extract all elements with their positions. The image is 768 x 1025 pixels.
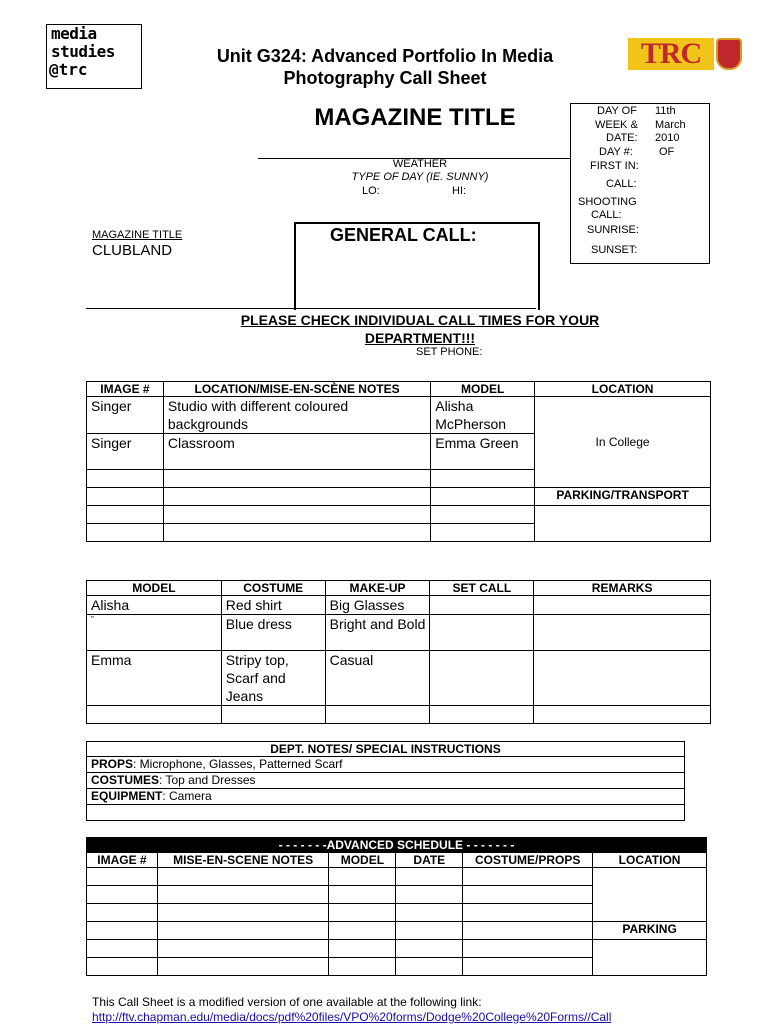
equipment-label: EQUIPMENT bbox=[91, 789, 163, 803]
parking-header: PARKING bbox=[593, 922, 707, 940]
model-cell: Alisha bbox=[87, 596, 222, 615]
header-notes: LOCATION/MISE-EN-SCÈNE NOTES bbox=[163, 382, 430, 397]
costumes-value: : Top and Dresses bbox=[159, 773, 256, 787]
remarks-cell bbox=[534, 651, 711, 706]
props-value: : Microphone, Glasses, Patterned Scarf bbox=[133, 757, 343, 771]
day-info-box bbox=[570, 103, 710, 264]
model-cell bbox=[87, 706, 222, 724]
type-of-day-label: TYPE OF DAY (IE. SUNNY) bbox=[351, 171, 489, 183]
header-location: LOCATION bbox=[535, 382, 711, 397]
schedule-title: - - - - - - -ADVANCED SCHEDULE - - - - - - - bbox=[87, 838, 707, 853]
costume-cell: Blue dress bbox=[221, 615, 325, 651]
sunrise-label: SUNRISE: bbox=[587, 224, 639, 236]
title-line-2: Photography Call Sheet bbox=[283, 68, 487, 88]
image-cell bbox=[87, 470, 164, 488]
location-value: In College bbox=[535, 397, 711, 488]
logo-text-media: media bbox=[51, 24, 97, 43]
magazine-title-label: MAGAZINE TITLE bbox=[92, 229, 183, 241]
notes-cell: Classroom bbox=[163, 434, 430, 470]
parking-transport-cell bbox=[535, 506, 711, 542]
title-line-1: Unit G324: Advanced Portfolio In Media bbox=[216, 46, 554, 66]
blank-row bbox=[87, 805, 685, 821]
general-call-label: GENERAL CALL: bbox=[330, 225, 477, 245]
image-location-table bbox=[86, 381, 711, 542]
week-label: WEEK & bbox=[595, 119, 638, 131]
image-cell: Singer bbox=[87, 397, 164, 434]
equipment-row bbox=[87, 789, 685, 805]
media-studies-logo bbox=[46, 24, 142, 89]
day-number-value: OF bbox=[659, 146, 675, 158]
makeup-cell: Bright and Bold bbox=[325, 615, 430, 651]
parking-transport-header: PARKING/TRANSPORT bbox=[535, 488, 711, 506]
model-cell bbox=[431, 506, 535, 524]
header-image: IMAGE # bbox=[87, 853, 158, 868]
location-cell bbox=[593, 868, 707, 922]
shooting-label: SHOOTING bbox=[578, 196, 637, 208]
header-model: MODEL bbox=[329, 853, 396, 868]
magazine-title-heading: MAGAZINE TITLE bbox=[314, 104, 516, 131]
costume-cell bbox=[221, 706, 325, 724]
document-title bbox=[150, 45, 620, 89]
header-location: LOCATION bbox=[593, 853, 707, 868]
header-model: MODEL bbox=[431, 382, 535, 397]
model-cell: Emma Green bbox=[431, 434, 535, 470]
image-cell bbox=[87, 488, 164, 506]
header-image: IMAGE # bbox=[87, 382, 164, 397]
table-row bbox=[87, 397, 711, 434]
notice-line-2: DEPARTMENT!!! bbox=[364, 330, 476, 346]
table-row bbox=[87, 868, 707, 886]
footer bbox=[92, 995, 611, 1025]
props-label: PROPS bbox=[91, 757, 134, 771]
set-call-cell bbox=[430, 651, 534, 706]
logo-text-studies: studies bbox=[51, 42, 115, 61]
model-cell bbox=[431, 488, 535, 506]
notes-cell: Studio with different coloured backgrounds bbox=[163, 397, 430, 434]
week-value: March bbox=[655, 119, 686, 131]
image-cell bbox=[87, 524, 164, 542]
parking-cell bbox=[593, 940, 707, 976]
notes-cell bbox=[163, 524, 430, 542]
notes-cell bbox=[163, 506, 430, 524]
hi-label: HI: bbox=[452, 185, 467, 197]
table-row bbox=[87, 922, 707, 940]
model-costume-table bbox=[86, 580, 711, 724]
set-call-cell bbox=[430, 706, 534, 724]
shooting-call-label: CALL: bbox=[591, 209, 622, 221]
model-cell: Emma bbox=[87, 651, 222, 706]
header-model: MODEL bbox=[87, 581, 222, 596]
header-costume: COSTUME bbox=[221, 581, 325, 596]
notice-line-1: PLEASE CHECK INDIVIDUAL CALL TIMES FOR YOUR bbox=[240, 312, 600, 328]
image-cell bbox=[87, 506, 164, 524]
dept-notes-table bbox=[86, 741, 685, 821]
dept-notes-header: DEPT. NOTES/ SPECIAL INSTRUCTIONS bbox=[87, 742, 685, 757]
weather-label: WEATHER bbox=[392, 158, 448, 170]
costumes-label: COSTUMES bbox=[91, 773, 160, 787]
day-of-value: 11th bbox=[655, 105, 676, 117]
crest-icon bbox=[716, 38, 742, 70]
model-cell bbox=[431, 470, 535, 488]
costumes-row bbox=[87, 773, 685, 789]
header-notes: MISE-EN-SCENE NOTES bbox=[157, 853, 329, 868]
remarks-cell bbox=[534, 596, 711, 615]
table-row bbox=[87, 615, 711, 651]
date-value: 2010 bbox=[655, 132, 680, 144]
table-row bbox=[87, 506, 711, 524]
logo-text-trc: @trc bbox=[49, 60, 88, 79]
makeup-cell: Big Glasses bbox=[325, 596, 430, 615]
equipment-value: : Camera bbox=[162, 789, 212, 803]
makeup-cell: Casual bbox=[325, 651, 430, 706]
first-in-label: FIRST IN: bbox=[590, 160, 639, 172]
day-number-label: DAY #: bbox=[599, 146, 633, 158]
image-cell: Singer bbox=[87, 434, 164, 470]
notes-cell bbox=[163, 488, 430, 506]
makeup-cell bbox=[325, 706, 430, 724]
source-link[interactable]: http://ftv.chapman.edu/media/docs/pdf%20files/VPO%20forms/Dodge%20College%20Forms//Call bbox=[92, 1010, 612, 1024]
weather-block bbox=[330, 158, 510, 184]
date-label: DATE: bbox=[606, 132, 638, 144]
header-date: DATE bbox=[396, 853, 463, 868]
department-notice bbox=[190, 311, 650, 347]
day-of-label: DAY OF bbox=[597, 105, 637, 117]
lo-label: LO: bbox=[362, 185, 380, 197]
props-row bbox=[87, 757, 685, 773]
footer-text: This Call Sheet is a modified version of one available at the following link: bbox=[92, 995, 482, 1009]
header-set-call: SET CALL bbox=[430, 581, 534, 596]
model-cell: " bbox=[87, 615, 222, 651]
table-row bbox=[87, 596, 711, 615]
model-cell bbox=[431, 524, 535, 542]
set-call-cell bbox=[430, 596, 534, 615]
costume-cell: Stripy top, Scarf and Jeans bbox=[221, 651, 325, 706]
table-row bbox=[87, 488, 711, 506]
trc-logo-text: TRC bbox=[628, 38, 714, 70]
notes-cell bbox=[163, 470, 430, 488]
header-makeup: MAKE-UP bbox=[325, 581, 430, 596]
set-phone-label: SET PHONE: bbox=[416, 346, 483, 358]
header-costume-props: COSTUME/PROPS bbox=[463, 853, 593, 868]
model-cell: Alisha McPherson bbox=[431, 397, 535, 434]
set-call-cell bbox=[430, 615, 534, 651]
table-row bbox=[87, 651, 711, 706]
header-remarks: REMARKS bbox=[534, 581, 711, 596]
advanced-schedule-table bbox=[86, 837, 707, 976]
trc-logo bbox=[628, 38, 744, 70]
remarks-cell bbox=[534, 706, 711, 724]
sunset-label: SUNSET: bbox=[591, 244, 638, 256]
table-row bbox=[87, 706, 711, 724]
magazine-title-value: CLUBLAND bbox=[92, 242, 173, 259]
table-row bbox=[87, 940, 707, 958]
call-label: CALL: bbox=[606, 178, 637, 190]
costume-cell: Red shirt bbox=[221, 596, 325, 615]
remarks-cell bbox=[534, 615, 711, 651]
